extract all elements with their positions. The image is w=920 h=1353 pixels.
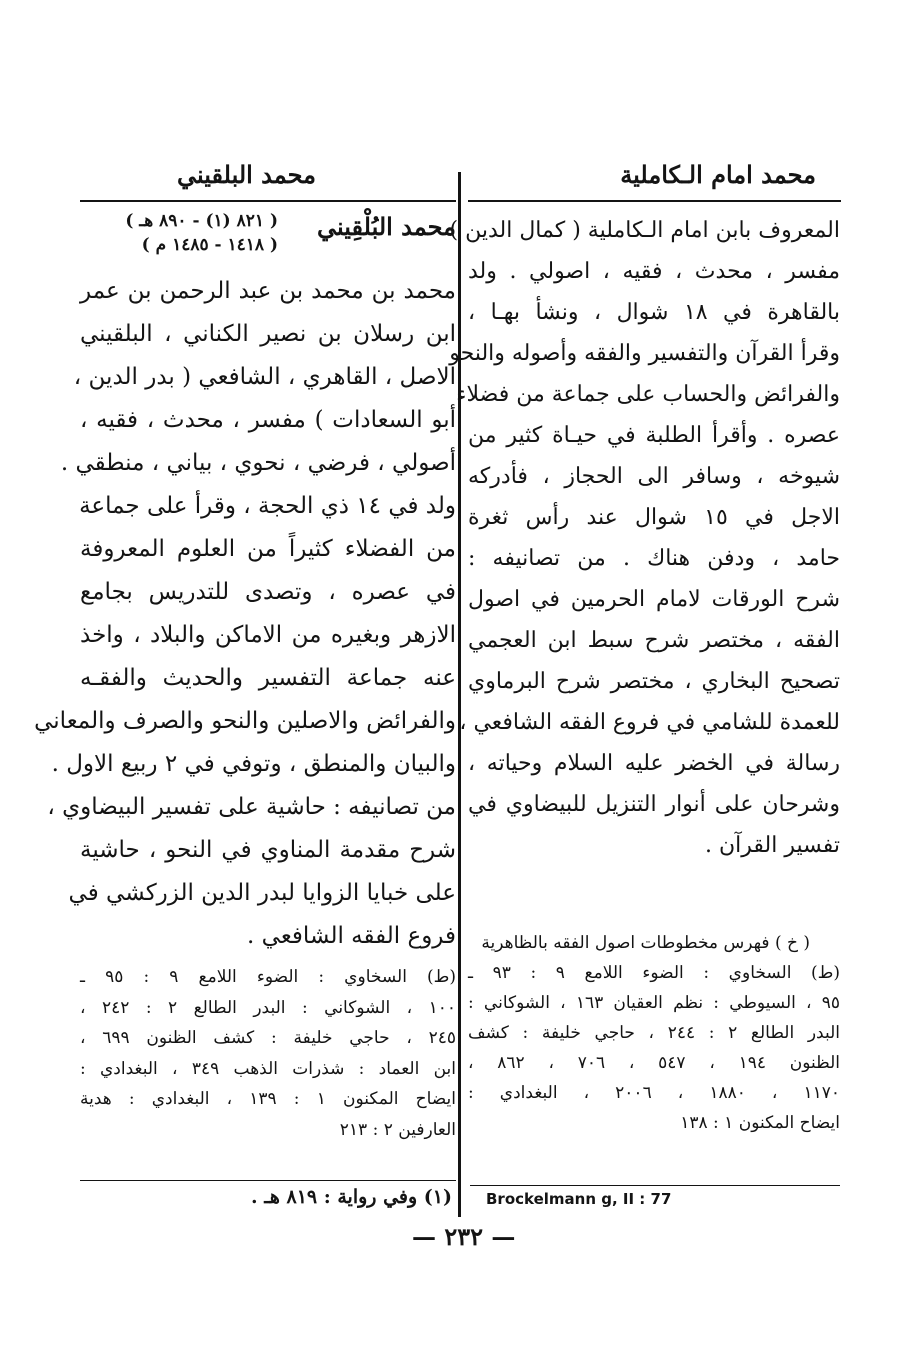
- text-line: محمد بن محمد بن عبد الرحمن بن عمر: [80, 278, 456, 304]
- reference-line: (ط) السخاوي : الضوء اللامع ٩ : ٩٣ ـ: [468, 963, 841, 983]
- text-line: على خبايا الزوايا لبدر الدين الزركشي في: [68, 880, 456, 906]
- text-line: ابن رسلان بن نصير الكناني ، البلقيني: [80, 321, 456, 347]
- text-line: الفقه ، مختصر شرح سبط ابن العجمي: [468, 628, 840, 653]
- column-divider: [458, 172, 461, 1217]
- dates-gregorian: ( ١٤١٨ - ١٤٨٥ م ): [141, 235, 278, 255]
- reference-line: ٩٥ ، السيوطي : نظم العقيان ١٦٣ ، الشوكاني :: [468, 993, 840, 1013]
- text-line-last: تفسير القرآن .: [705, 833, 840, 858]
- reference-line: ١٠٠ ، الشوكاني : البدر الطالع ٢ : ٢٤٢ ،: [80, 997, 456, 1018]
- left-column-references: [80, 962, 456, 1145]
- text-line: تصحيح البخاري ، مختصر شرح البرماوي: [468, 669, 840, 694]
- text-line: من تصانيفه : حاشية على تفسير البيضاوي ،: [47, 794, 456, 820]
- text-line-last: فروع الفقه الشافعي .: [247, 923, 456, 949]
- text-line: للعمدة للشامي في فروع الفقه الشافعي ،: [459, 710, 840, 735]
- text-line: رسالة في الخضر عليه السلام وحياته ،: [468, 751, 840, 776]
- reference-line-last: العارفين ٢ : ٢١٣: [339, 1119, 456, 1140]
- text-line: حامد ، ودفن هناك . من تصانيفه :: [468, 546, 840, 571]
- footnote-rule-right: [470, 1185, 840, 1186]
- text-line: الاجل في ١٥ شوال عند رأس ثغرة: [468, 505, 840, 530]
- text-line: في عصره ، وتصدى للتدريس بجامع: [80, 579, 456, 605]
- reference-line: ( خ ) فهرس مخطوطات اصول الفقه بالظاهرية: [481, 933, 810, 953]
- reference-line: ٢٤٥ ، حاجي خليفة : كشف الظنون ٦٩٩ ،: [80, 1028, 456, 1048]
- reference-line: (ط) السخاوي : الضوء اللامع ٩ : ٩٥ ـ: [80, 967, 457, 987]
- footnote-rule-left: [80, 1180, 456, 1181]
- text-line: عنه جماعة التفسير والحديث والفقـه: [80, 665, 456, 691]
- entry-title-block: [80, 208, 456, 264]
- left-column-body: [34, 270, 456, 958]
- header-rule-left: [80, 200, 456, 202]
- text-line: أصولي ، فرضي ، نحوي ، بياني ، منطقي .: [60, 450, 456, 476]
- text-line: الازهر وبغيره من الاماكن والبلاد ، واخذ: [80, 622, 456, 648]
- dates-hijri: ( ٨٢١ (١) - ٨٩٠ هـ ): [125, 211, 278, 231]
- right-column-body: [449, 210, 840, 866]
- reference-line: ابن العماد : شذرات الذهب ٣٤٩ ، البغدادي :: [80, 1058, 456, 1079]
- text-line: والفرائض والاصلين والنحو والصرف والمعاني: [34, 708, 456, 734]
- text-line: وقرأ القرآن والتفسير والفقه وأصوله والنحو: [449, 341, 840, 366]
- right-column-references: [468, 928, 840, 1138]
- reference-line: الظنون ١٩٤ ، ٥٤٧ ، ٧٠٦ ، ٨٦٢ ،: [468, 1053, 840, 1073]
- reference-line-last: ايضاح المكنون ١ : ١٣٨: [680, 1113, 840, 1133]
- text-line: بالقاهرة في ١٨ شوال ، ونشأ بهـا ،: [468, 300, 840, 325]
- text-line: الاصل ، القاهري ، الشافعي ( بدر الدين ،: [73, 364, 456, 390]
- text-line: وشرحان على أنوار التنزيل للبيضاوي في: [468, 792, 840, 817]
- text-line: عصره . وأقرأ الطلبة في حيـاة كثير من: [468, 423, 840, 448]
- left-column-header: محمد البلقيني: [177, 160, 316, 189]
- header-rule-right: [468, 200, 841, 202]
- text-line: المعروف بابن امام الـكاملية ( كمال الدين ): [449, 218, 840, 243]
- brockelmann-reference: Brockelmann g, II : 77: [486, 1190, 672, 1208]
- reference-line: ١١٧٠ ، ١٨٨٠ ، ٢٠٠٦ ، البغدادي :: [468, 1083, 841, 1103]
- text-line: شرح مقدمة المناوي في النحو ، حاشية: [80, 837, 456, 863]
- text-line: والبيان والمنطق ، وتوفي في ٢ ربيع الاول .: [51, 751, 456, 777]
- reference-line: البدر الطالع ٢ : ٢٤٤ ، حاجي خليفة : كشف: [468, 1023, 841, 1043]
- text-line: ولد في ١٤ ذي الحجة ، وقرأ على جماعة: [79, 493, 456, 519]
- right-column-header: محمد امام الـكاملية: [620, 160, 816, 189]
- reference-line: ايضاح المكنون ١ : ١٣٩ ، البغدادي : هدية: [80, 1089, 456, 1109]
- text-line: من الفضلاء كثيراً من العلوم المعروفة: [80, 536, 456, 562]
- text-line: أبو السعادات ) مفسر ، محدث ، فقيه ،: [80, 407, 456, 433]
- text-line: والفرائض والحساب على جماعة من فضلاء: [456, 382, 840, 407]
- text-line: شيوخه ، وسافر الى الحجاز ، فأدركه: [468, 464, 840, 489]
- footnote: (١) وفي رواية : ٨١٩ هـ .: [251, 1186, 452, 1208]
- entry-name: محمد البُلْقِيني: [317, 212, 456, 241]
- page-number: — ٢٣٢ —: [412, 1222, 516, 1251]
- text-line: مفسر ، محدث ، فقيه ، اصولي . ولد: [468, 259, 840, 284]
- text-line: شرح الورقات لامام الحرمين في اصول: [468, 587, 840, 612]
